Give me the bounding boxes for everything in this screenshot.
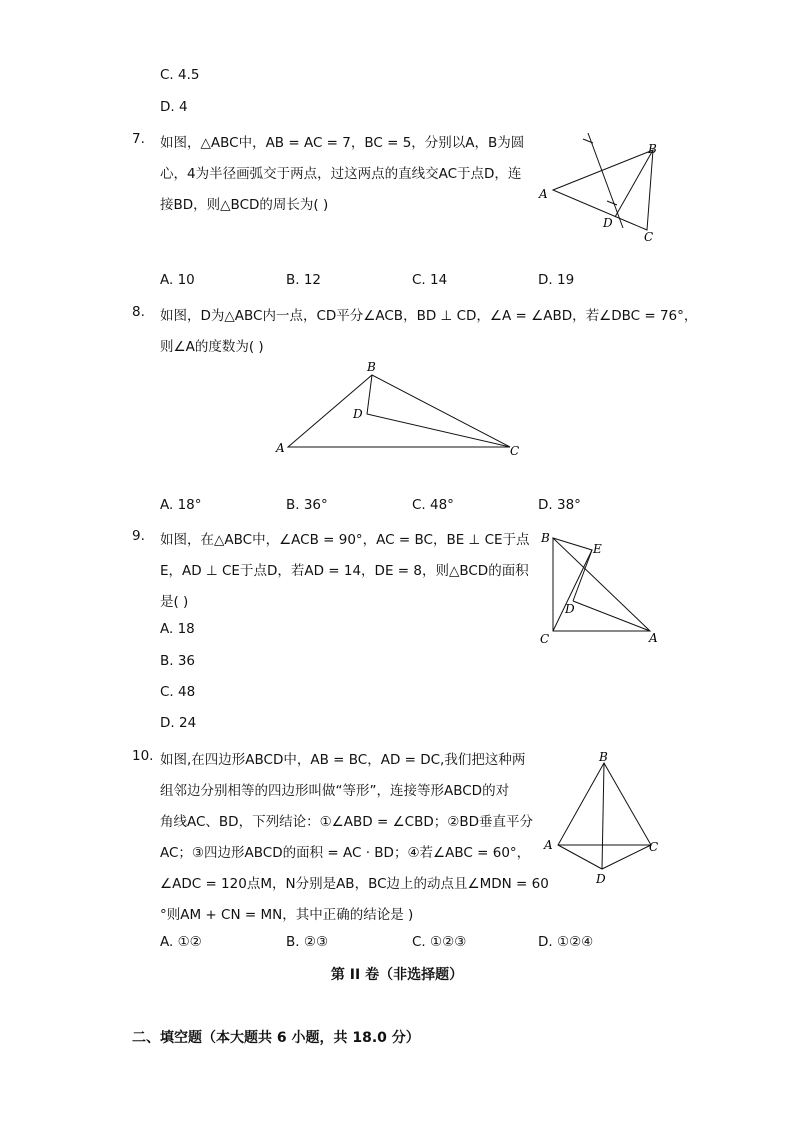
q8-triangle-abc	[288, 375, 510, 447]
q6-option-d: D. 4	[160, 99, 188, 115]
q9-number: 9.	[132, 528, 145, 544]
q9-option-c: C. 48	[160, 684, 196, 700]
q8-label-b: B	[367, 360, 376, 374]
q8-figure	[270, 355, 530, 465]
q7-number: 7.	[132, 131, 145, 147]
q8-option-b: B. 36°	[286, 497, 328, 513]
q9-label-b: B	[541, 531, 550, 545]
q8-label-d: D	[353, 407, 363, 421]
q7-text-line2: 心，4为半径画弧交于两点，过这两点的直线交AC于点D，连	[160, 166, 522, 182]
q8-number: 8.	[132, 304, 145, 320]
q10-number: 10.	[132, 748, 154, 764]
q10-option-a: A. ①②	[160, 934, 202, 950]
q10-quadrilateral-abcd	[558, 763, 651, 869]
q10-label-b: B	[599, 750, 608, 764]
q9-label-e: E	[593, 542, 602, 556]
q9-option-d: D. 24	[160, 715, 197, 731]
q8-text-line1: 如图，D为△ABC内一点，CD平分∠ACB，BD ⊥ CD，∠A = ∠ABD，若∠DBC = 76°，	[160, 308, 698, 324]
q10-option-c: C. ①②③	[412, 934, 467, 950]
q9-line-ce	[553, 550, 592, 631]
q9-label-d: D	[565, 602, 575, 616]
q9-text-line3: 是( )	[160, 594, 189, 610]
q10-label-c: C	[649, 840, 659, 854]
q7-figure	[535, 125, 665, 245]
q8-text-line2: 则∠A的度数为( )	[160, 339, 264, 355]
q9-text-line2: E，AD ⊥ CE于点D，若AD = 14，DE = 8，则△BCD的面积	[160, 563, 529, 579]
q7-option-c: C. 14	[412, 272, 448, 288]
q9-text-line1: 如图，在△ABC中，∠ACB = 90°，AC = BC，BE ⊥ CE于点	[160, 532, 530, 548]
q8-label-a: A	[276, 441, 285, 455]
q10-text-line3: 角线AC、BD，下列结论：①∠ABD = ∠CBD；②BD垂直平分	[160, 814, 534, 830]
q7-option-d: D. 19	[538, 272, 575, 288]
q7-arc-mark-2	[607, 201, 617, 205]
q7-bisector-line	[588, 133, 623, 228]
q8-option-d: D. 38°	[538, 497, 581, 513]
q9-option-a: A. 18	[160, 621, 195, 637]
section2-title: 二、填空题（本大题共 6 小题，共 18.0 分）	[132, 1030, 420, 1046]
q7-segment-bd	[615, 150, 653, 217]
q7-label-c: C	[644, 230, 654, 244]
q7-label-b: B	[648, 142, 657, 156]
q9-label-a: A	[649, 631, 658, 645]
q10-option-b: B. ②③	[286, 934, 329, 950]
q9-segment-ad	[573, 601, 650, 631]
q10-text-line6: °则AM + CN = MN，其中正确的结论是 )	[160, 907, 414, 923]
q10-option-d: D. ①②④	[538, 934, 594, 950]
q6-option-c: C. 4.5	[160, 67, 200, 83]
q7-option-b: B. 12	[286, 272, 322, 288]
q7-text-line3: 接BD，则△BCD的周长为( )	[160, 197, 329, 213]
part2-title: 第 II 卷（非选择题）	[330, 967, 464, 983]
q7-text-line1: 如图，△ABC中，AB = AC = 7，BC = 5，分别以A，B为圆	[160, 135, 525, 151]
q10-figure	[538, 745, 668, 890]
q10-diagonal-bd	[602, 763, 604, 869]
q7-label-d: D	[603, 216, 613, 230]
q7-arc-mark-1	[583, 139, 593, 143]
q10-text-line4: AC；③四边形ABCD的面积 = AC · BD；④若∠ABC = 60°，	[160, 845, 531, 861]
q9-figure	[535, 528, 665, 648]
q10-text-line2: 组邻边分别相等的四边形叫做“等形”，连接等形ABCD的对	[160, 783, 510, 799]
q10-label-a: A	[544, 838, 553, 852]
q7-label-a: A	[539, 187, 548, 201]
q9-option-b: B. 36	[160, 653, 196, 669]
q8-label-c: C	[510, 444, 520, 458]
q9-label-c: C	[540, 632, 550, 646]
q8-option-a: A. 18°	[160, 497, 202, 513]
q7-option-a: A. 10	[160, 272, 195, 288]
q10-text-line5: ∠ADC = 120点M，N分别是AB，BC边上的动点且∠MDN = 60	[160, 876, 549, 892]
q10-label-d: D	[596, 872, 606, 886]
q8-option-c: C. 48°	[412, 497, 454, 513]
q10-text-line1: 如图,在四边形ABCD中，AB = BC，AD = DC,我们把这种两	[160, 752, 526, 768]
